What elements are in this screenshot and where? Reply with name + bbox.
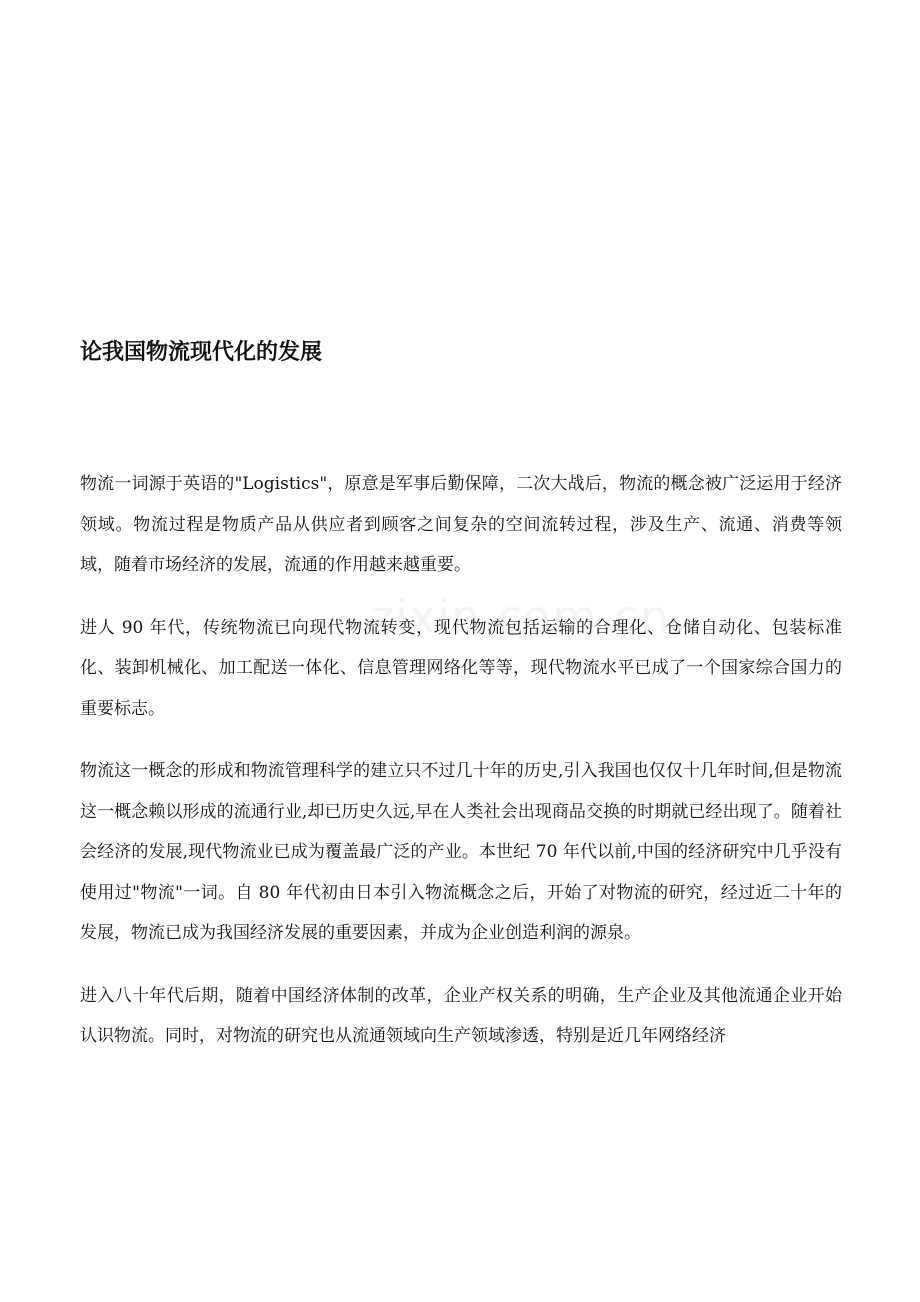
document-title: 论我国物流现代化的发展: [80, 340, 323, 365]
document-body: [80, 464, 842, 1079]
paragraph-1: 物流一词源于英语的"Logistics"，原意是军事后勤保障，二次大战后，物流的概念被广泛运用于经济领域。物流过程是物质产品从供应者到顾客之间复杂的空间流转过程，涉及生产、流通、消费等领域，随着市场经济的发展，流通的作用越来越重要。: [80, 474, 842, 575]
paragraph-4: 进入八十年代后期，随着中国经济体制的改革，企业产权关系的明确，生产企业及其他流通企业开始认识物流。同时，对物流的研究也从流通领域向生产领域渗透，特别是近几年网络经济: [80, 985, 842, 1046]
paragraph-2: 进人 90 年代，传统物流已向现代物流转变，现代物流包括运输的合理化、仓储自动化、包装标准化、装卸机械化、加工配送一体化、信息管理网络化等等，现代物流水平已成了一个国家综合国力的重要标志。: [80, 617, 842, 719]
paragraph-3: 物流这一概念的形成和物流管理科学的建立只不过几十年的历史,引入我国也仅仅十几年时间,但是物流这一概念赖以形成的流通行业,却已历史久远,早在人类社会出现商品交换的时期就已经出现了。随着社会经济的发展,现代物流业已成为覆盖最广泛的产业。本世纪 70 年代以前,中国的经济研究中几乎没有使用过"物流"一词。自 80 年代初由日本引入物流概念之后，开始了对物流的研究，经过近二十年的发展，物流已成为我国经济发展的重要因素，并成为企业创造利润的源泉。: [80, 761, 842, 943]
